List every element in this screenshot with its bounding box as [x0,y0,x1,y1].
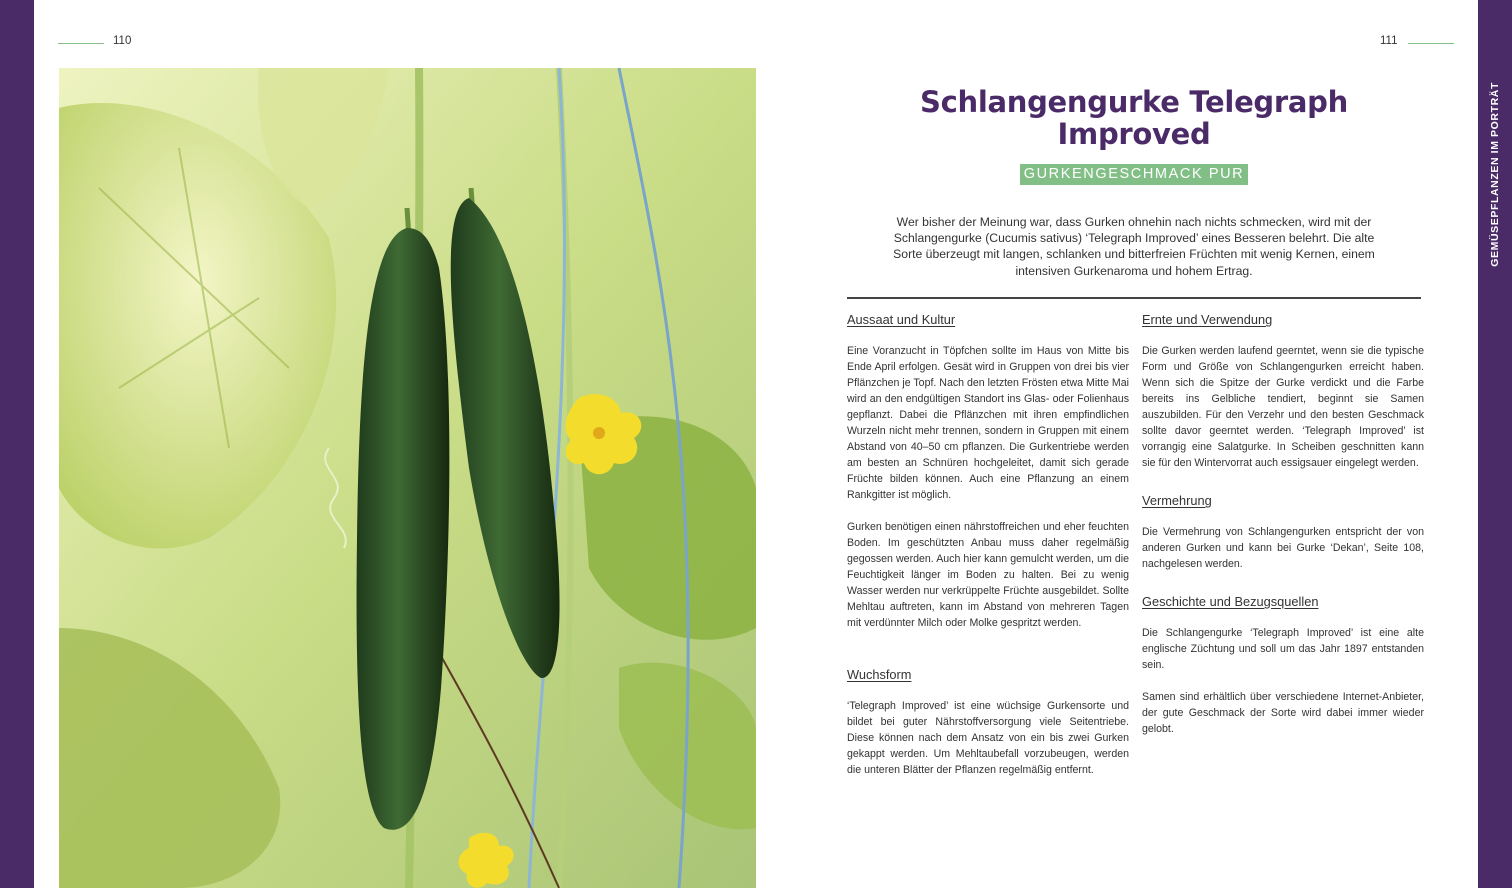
page-title: Schlangengurke Telegraph Improved [920,85,1348,151]
paragraph-vermehrung: Die Vermehrung von Schlangengurken entspricht der von anderen Gurken und kann bei Gurke ‘Dekan’, Seite 108, nachgelesen werden. [1142,526,1424,570]
heading-ernte: Ernte und Verwendung [1142,312,1273,327]
left-edge-band [0,0,34,888]
page-number-right: 111 [1380,35,1398,47]
intro-paragraph: Wer bisher der Meinung war, dass Gurken ohnehin nach nichts schmecken, wird mit der Schlangengurke (Cucumis sativus) ‘Telegraph Improved’ eines Besseren belehrt. Die alte Sorte überzeugt mit langen, schlanken und bitterfreien Früchten mit wenig Kernen, einem intensiven Gurkenaroma und hohem Ertrag. [893,215,1375,278]
side-label-text: GEMÜSEPFLANZEN IM PORTRÄT [1489,82,1501,267]
paragraph-aussaat-1: Eine Voranzucht in Töpfchen sollte im Haus von Mitte bis Ende April erfolgen. Gesät wird in Gruppen von drei bis vier Pflänzchen je Topf. Nach den letzten Frösten etwa Mitte Mai wird an den endgültigen Standort ins Glas- oder Folienhaus gepflanzt. Dabei die Pflänzchen mit ihren empfindlichen Wurzeln nicht mehr trennen, sondern in Gruppen mit einem Abstand von 40–50 cm pflanzen. Die Gurkentriebe werden am besten an Schnüren hochgeleitet, damit sich gerade Früchte bilden können. Auch eine Pflanzung an einem Rankgitter ist möglich. [847,345,1129,501]
side-label [1480,0,1510,470]
right-text-column [1142,312,1424,753]
page-number-left: 110 [113,35,132,47]
subtitle-badge: GURKENGESCHMACK PUR [1020,164,1249,185]
heading-geschichte: Geschichte und Bezugsquellen [1142,594,1319,609]
heading-vermehrung: Vermehrung [1142,493,1212,508]
page-number-line-left [58,43,104,44]
cucumber-photo [59,68,756,888]
paragraph-ernte: Die Gurken werden laufend geerntet, wenn sie die typische Form und Größe von Schlangengurken erreicht haben. Wenn sich die Spitze der Gurke verdickt und die Farbe bereits ins Gelbliche tendiert, beginnt sie Samen auszubilden. Für den Verzehr und den besten Geschmack sollte davor geerntet werden. ‘Telegraph Improved’ ist vorrangig eine Salatgurke. In Scheiben geschnitten kann sie für den Wintervorrat auch essigsauer eingelegt werden. [1142,345,1424,469]
paragraph-geschichte-2: Samen sind erhältlich über verschiedene Internet-Anbieter, der gute Geschmack der Sorte wird dabei immer wieder gelobt. [1142,691,1424,735]
paragraph-aussaat-2: Gurken benötigen einen nährstoffreichen und eher feuchten Boden. Im geschützten Anbau muss daher regelmäßig gegossen werden. Auch hier kann gemulcht werden, um die Feuchtigkeit länger im Boden zu halten. Bei zu wenig Wasser werden nur verkrüppelte Früchte ausgebildet. Sollte Mehltau auftreten, kann im Abstand von mehreren Tagen mit verdünnter Milch oder Molke gespritzt werden. [847,521,1129,629]
paragraph-wuchsform: ‘Telegraph Improved’ ist eine wüchsige Gurkensorte und bildet bei guter Nährstoffversorgung viele Seitentriebe. Diese können nach dem Ansatz von ein bis zwei Gurken gekappt werden. Um Mehltaubefall vorzubeugen, werden die unteren Blätter der Pflanzen regelmäßig entfernt. [847,700,1129,776]
paragraph-geschichte-1: Die Schlangengurke ‘Telegraph Improved’ ist eine alte englische Züchtung und soll um das Jahr 1897 entstanden sein. [1142,627,1424,671]
subtitle-container [846,164,1422,185]
section-divider [847,297,1421,299]
left-text-column [847,312,1129,794]
page-number-line-right [1408,43,1454,44]
heading-wuchsform: Wuchsform [847,667,912,682]
heading-aussaat: Aussaat und Kultur [847,312,956,327]
